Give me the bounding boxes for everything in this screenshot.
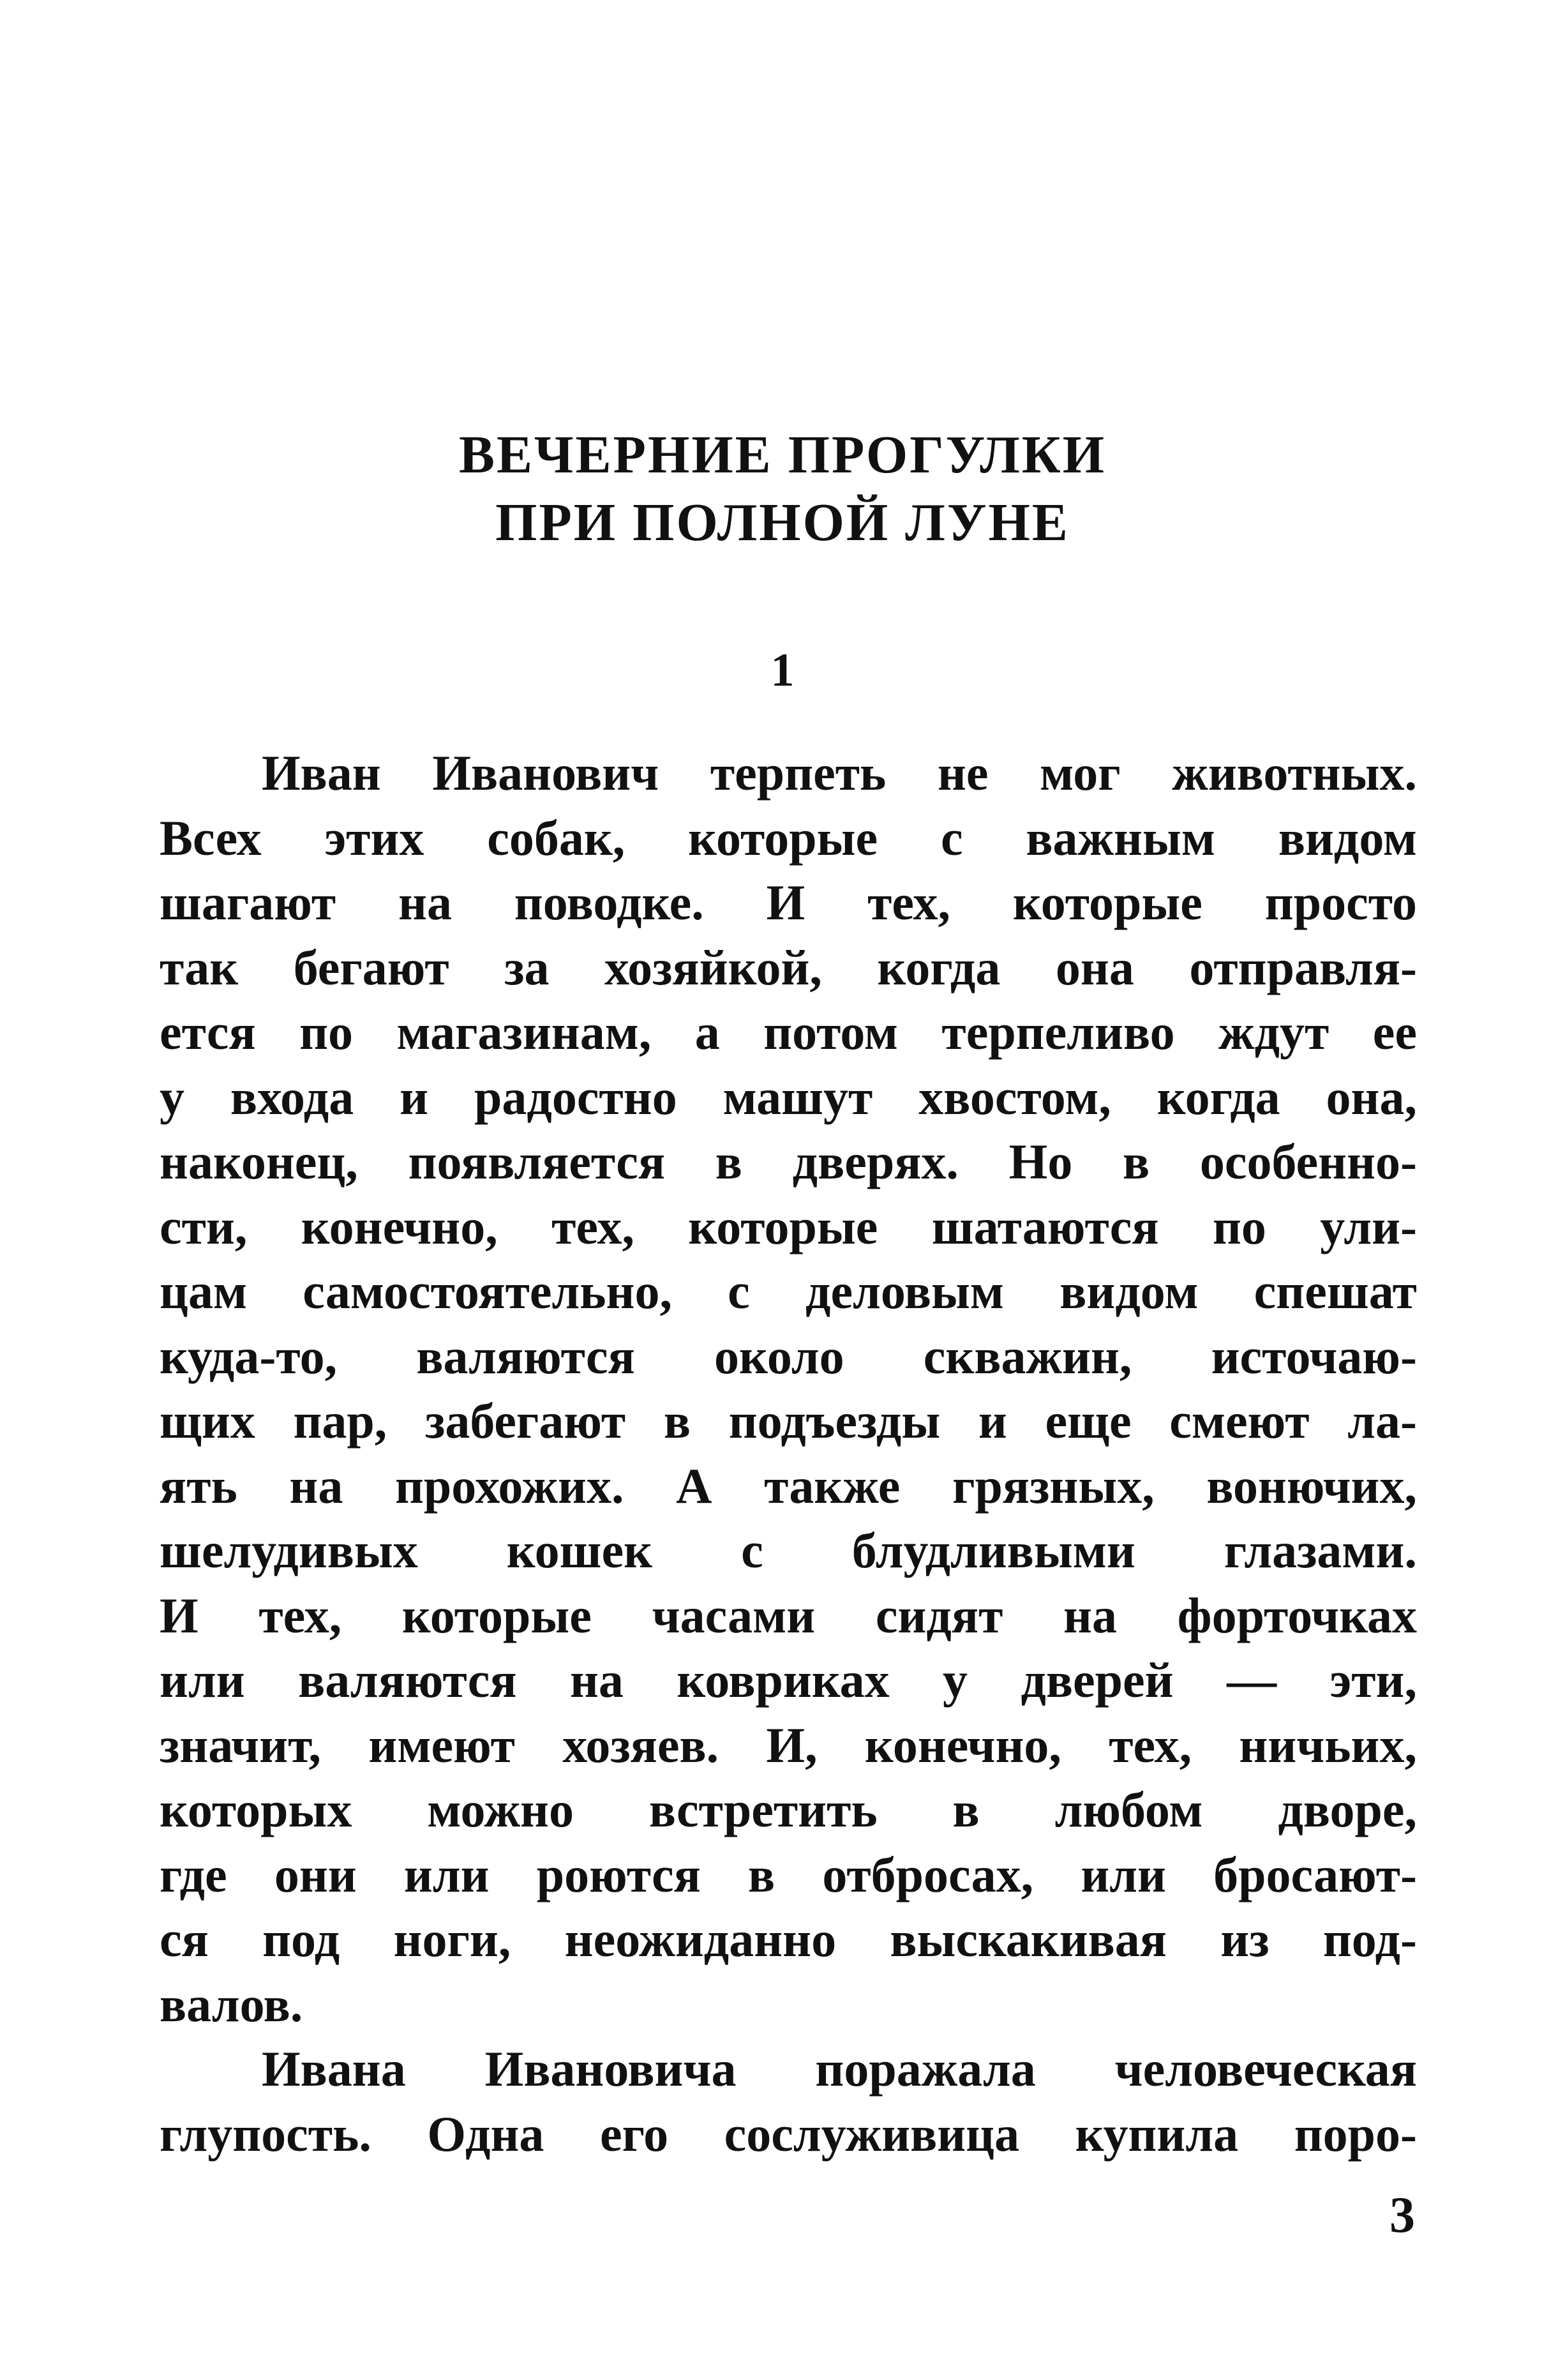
text-line: ять на прохожих. А также грязных, вонючих, xyxy=(160,1457,1417,1514)
text-line: шагают на поводке. И тех, которые просто xyxy=(160,875,1417,930)
text-line: Иван Иванович терпеть не мог животных. xyxy=(262,745,1417,801)
text-line: или валяются на ковриках у дверей — эти, xyxy=(160,1652,1417,1708)
text-line: значит, имеют хозяев. И, конечно, тех, ничьих, xyxy=(160,1717,1417,1773)
story-title xyxy=(0,421,1565,557)
text-line: которых можно встретить в любом дворе, xyxy=(160,1782,1417,1837)
text-line: сти, конечно, тех, которые шатаются по ули- xyxy=(160,1198,1417,1254)
body-text xyxy=(160,741,1417,2166)
story-title-line-1: ВЕЧЕРНИЕ ПРОГУЛКИ xyxy=(458,425,1107,485)
text-line: где они или роются в отбросах, или бросают- xyxy=(160,1846,1417,1902)
text-line: щих пар, забегают в подъезды и еще смеют ла- xyxy=(160,1393,1417,1449)
text-line: наконец, появляется в дверях. Но в особенно- xyxy=(160,1134,1417,1189)
text-line: валов. xyxy=(160,1976,303,2032)
page-number: 3 xyxy=(1389,2187,1415,2243)
text-line: ется по магазинам, а потом терпеливо ждут ее xyxy=(160,1004,1417,1060)
story-title-line-2: ПРИ ПОЛНОЙ ЛУНЕ xyxy=(495,493,1070,552)
text-line: И тех, которые часами сидят на форточках xyxy=(160,1587,1417,1643)
text-line: у входа и радостно машут хвостом, когда она, xyxy=(160,1069,1417,1125)
text-line: так бегают за хозяйкой, когда она отправля- xyxy=(160,939,1417,995)
text-line: Ивана Ивановича поражала человеческая xyxy=(262,2041,1417,2097)
text-line: глупость. Одна его сослуживица купила поро- xyxy=(160,2105,1417,2162)
text-line: шелудивых кошек с блудливыми глазами. xyxy=(160,1523,1417,1578)
text-line: Всех этих собак, которые с важным видом xyxy=(160,810,1417,866)
text-line: куда-то, валяются около скважин, источаю- xyxy=(160,1328,1417,1384)
text-line: цам самостоятельно, с деловым видом спешат xyxy=(160,1263,1417,1319)
chapter-number: 1 xyxy=(770,644,795,697)
text-line: ся под ноги, неожиданно выскакивая из под- xyxy=(160,1911,1417,1967)
